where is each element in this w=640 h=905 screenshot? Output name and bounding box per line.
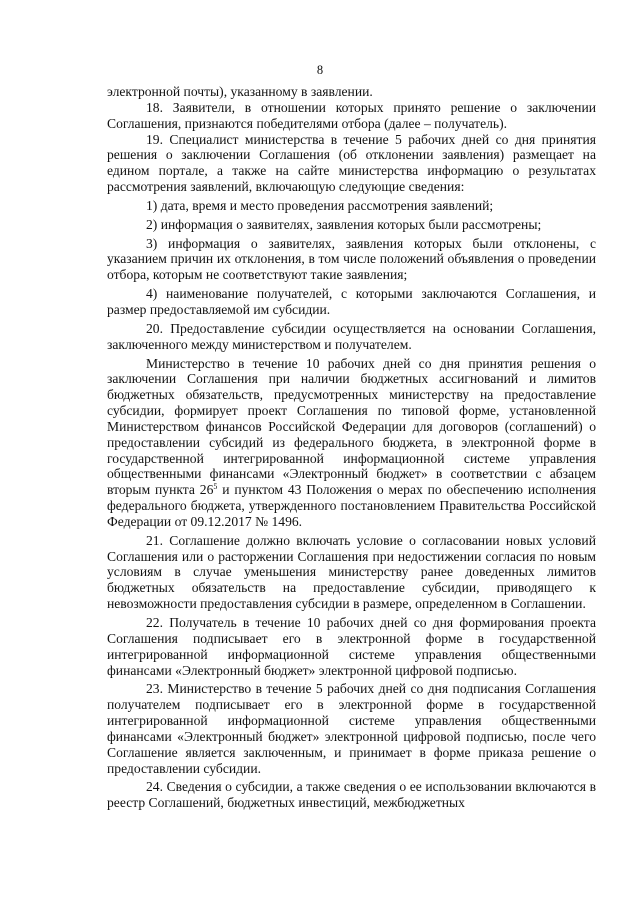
paragraph-continuation: электронной почты), указанному в заявлении. <box>107 84 373 99</box>
paragraph-23: 23. Министерство в течение 5 рабочих дней со дня подписания Соглашения получателем подписывает его в электронной форме в государственной интегрированной информационной системе управления общественными финансами «Электронный бюджет» электронной цифровой подписью, после чего Соглашение является заключенным, и принимает в форме приказа решение о предоставлении субсидии. <box>107 681 596 776</box>
paragraph-20-details <box>107 356 596 530</box>
paragraph-19-item-2: 2) информация о заявителях, заявления которых были рассмотрены; <box>146 216 542 232</box>
paragraph-19: 19. Специалист министерства в течение 5 рабочих дней со дня принятия решения о заключении Соглашения (об отклонении заявления) размещает на едином портале, а также на сайте министерства информацию о результатах рассмотрения заявлений, включающую следующие сведения: <box>107 131 596 195</box>
paragraph-19-item-1: 1) дата, время и место проведения рассмотрения заявлений; <box>146 197 494 213</box>
paragraph-19-item-4: 4) наименование получателей, с которыми заключаются Соглашения, и размер предоставляемой им субсидии. <box>107 286 596 317</box>
paragraph-21: 21. Соглашение должно включать условие о согласовании новых условий Соглашения или о расторжении Соглашения при недостижении согласия по новым условиям в случае уменьшения министерству ранее доведенных лимитов бюджетных обязательств на предоставление субсидии, приводящего к невозможности предоставления субсидии в размере, определенном в Соглашении. <box>107 532 596 612</box>
paragraph-19-item-3: 3) информация о заявителях, заявления которых были отклонены, с указанием причин их отклонения, в том числе положений объявления о проведении отбора, которым не соответствуют такие заявления; <box>107 235 596 283</box>
paragraph-20: 20. Предоставление субсидии осуществляется на основании Соглашения, заключенного между министерством и получателем. <box>107 320 596 352</box>
paragraph-20-details-text: Министерство в течение 10 рабочих дней со дня принятия решения о заключении Соглашения при наличии бюджетных ассигнований и лимитов бюджетных обязательств, предусмотренных министерству на предоставление субсидии, формирует проект Соглашения по типовой форме, установленной Министерством финансов Российской Федерации для договоров (соглашений) о предоставлении субсидий из федерального бюджета, в электронной форме в государственной интегрированной информационной системе управления общественными финансами «Электронный бюджет» в соответствии с абзацем вторым пункта 26 <box>107 355 596 498</box>
paragraph-18: 18. Заявители, в отношении которых принято решение о заключении Соглашения, признаются победителями отбора (далее – получатель). <box>107 99 596 131</box>
page-number: 8 <box>316 63 324 77</box>
paragraph-20-details-text-end: и пунктом 43 Положения о мерах по обеспечению исполнения федерального бюджета, утвержденного постановлением Правительства Российской Федерации от 09.12.2017 № 1496. <box>107 482 596 529</box>
paragraph-24: 24. Сведения о субсидии, а также сведения о ее использовании включаются в реестр Соглашений, бюджетных инвестиций, межбюджетных <box>107 779 596 811</box>
document-body <box>107 84 596 811</box>
footnote-superscript: 5 <box>213 482 218 492</box>
paragraph-22: 22. Получатель в течение 10 рабочих дней со дня формирования проекта Соглашения подписывает его в электронной форме в государственной интегрированной информационной системе управления общественными финансами «Электронный бюджет» электронной цифровой подписью. <box>107 615 596 678</box>
